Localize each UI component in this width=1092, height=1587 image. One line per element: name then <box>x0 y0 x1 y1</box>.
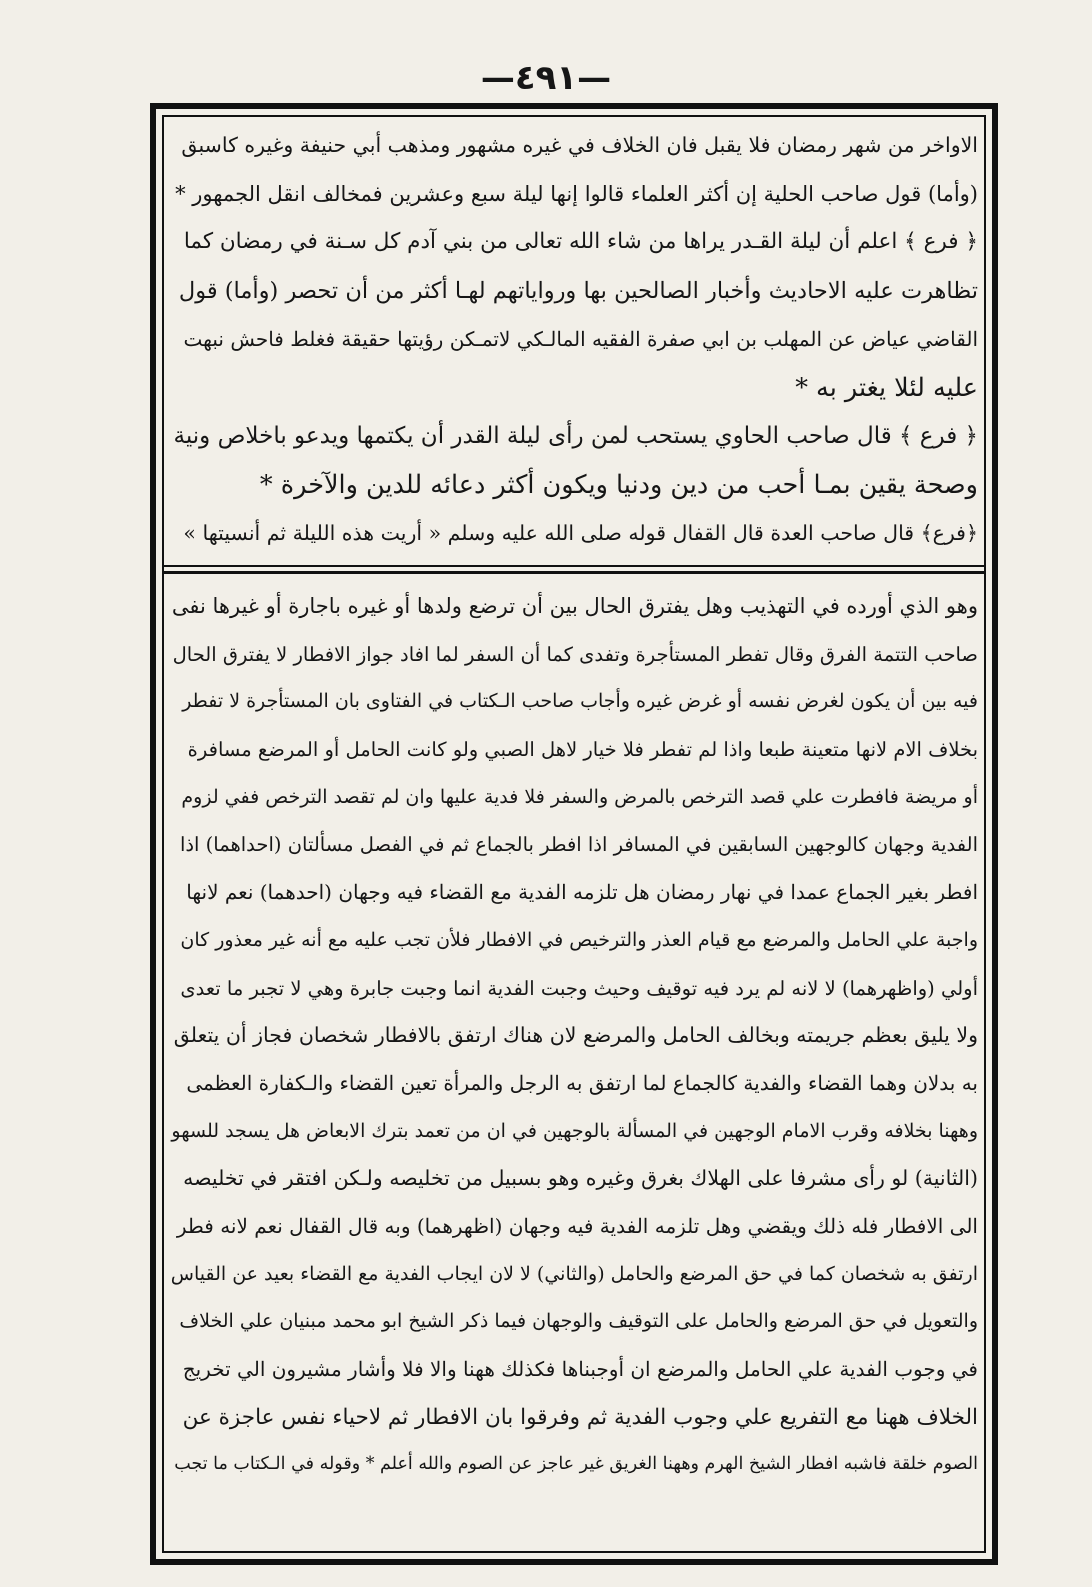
lower-text-line: أولي (واظهرهما) لا لانه لم يرد فيه توقيف وحيث وجبت الفدية انما وجبت جابرة وهي لا تجبر ما تعدى <box>180 976 978 1000</box>
upper-text-line: وصحة يقين بمـا أحب من دين ودنيا ويكون أكثر دعائه للدين والآخرة * <box>259 469 978 500</box>
lower-text-line: الفدية وجهان كالوجهين السابقين في المسافر اذا افطر بالجماع ثم في الفصل مسألتان (احداهما) اذا <box>179 833 978 857</box>
upper-text-block <box>170 121 978 557</box>
lower-text-line: أو مريضة فافطرت علي قصد الترخص بالمرض والسفر فلا فدية عليها وان لم تقصد الترخص ففي لزوم <box>181 785 978 808</box>
upper-text-line: ﴿فرع﴾ قال صاحب العدة قال القفال قوله صلى الله عليه وسلم « أريت هذه الليلة ثم أنسيتها » <box>183 521 978 545</box>
lower-text-line: والتعويل في حق المرضع والحامل على التوقيف والوجهان فيما ذكر الشيخ ابو محمد مبنيان علي الخلاف <box>179 1310 978 1333</box>
lower-text-line: الصوم خلقة فاشبه افطار الشيخ الهرم وههنا الغريق غير عاجز عن الصوم والله أعلم * وقوله في الـكتاب ما تجب <box>174 1454 978 1475</box>
upper-text-line: عليه لئلا يغتر به * <box>795 372 978 403</box>
lower-text-line: وههنا بخلافه وقرب الامام الوجهين في المسألة بالوجهين في ان من تعمد بترك الابعاض هل يسجد للسهو <box>171 1119 978 1142</box>
lower-text-line: فيه بين أن يكون لغرض نفسه أو غرض غيره وأجاب صاحب الـكتاب في الفتاوى بان المستأجرة لا تفطر <box>182 690 978 713</box>
upper-text-line: (وأما) قول صاحب الحلية إن أكثر العلماء قالوا إنها ليلة سبع وعشرين فمخالف انقل الجمهور * <box>175 181 978 206</box>
lower-text-line: به بدلان وهما القضاء والفدية كالجماع لما ارتفق به الرجل والمرأة تعين القضاء والـكفارة العظمى <box>186 1070 978 1095</box>
page-number: —٤٩١— <box>480 58 612 98</box>
lower-text-line: صاحب التتمة الفرق وقال تفطر المستأجرة وتفدى كما أن السفر لما افاد جواز الافطار لا يفترق الحال <box>172 642 978 666</box>
lower-text-line: في وجوب الفدية علي الحامل والمرضع ان أوجبناها فكذلك ههنا والا فلا وأشار مشيرون الي تخريج <box>182 1357 978 1381</box>
separator-line-thick <box>164 571 984 574</box>
separator-line <box>164 565 984 567</box>
upper-text-line: القاضي عياض عن المهلب بن ابي صفرة الفقيه المالـكي لاتمـكن رؤيتها حقيقة فغلط فاحش نبهت <box>183 327 978 351</box>
upper-text-line: ﴿ فرع ﴾ اعلم أن ليلة القـدر يراها من شاء الله تعالى من بني آدم كل سـنة في رمضان كما <box>183 229 978 254</box>
upper-text-line: الاواخر من شهر رمضان فلا يقبل فان الخلاف في غيره مشهور ومذهب أبي حنيفة وغيره كاسبق <box>181 133 978 157</box>
lower-text-line: ولا يليق بعظم جريمته وبخالف الحامل والمرضع لان هناك ارتفق بالافطار شخصان فجاز أن يتعلق <box>173 1023 978 1048</box>
page-frame <box>150 103 998 1565</box>
lower-text-line: الخلاف ههنا مع التفريع علي وجوب الفدية ثم وفرقوا بان الافطار ثم لاحياء نفس عاجزة عن <box>182 1404 978 1430</box>
lower-text-line: واجبة علي الحامل والمرضع مع قيام العذر والترخيص في الافطار فلأن تجب عليه مع أنه غير معذور كان <box>180 928 978 951</box>
lower-text-line: ارتفق به شخصان كما في حق المرضع والحامل (والثاني) لا لان ايجاب الفدية مع القضاء بعيد عن القياس <box>170 1262 978 1285</box>
upper-text-line: ﴿ فرع ﴾ قال صاحب الحاوي يستحب لمن رأى ليلة القدر أن يكتمها ويدعو باخلاص ونية <box>173 423 978 449</box>
lower-text-line: وهو الذي أورده في التهذيب وهل يفترق الحال بين أن ترضع ولدها أو غيره باجارة أو غيرها نفى <box>171 594 978 618</box>
lower-text-block <box>170 583 978 1551</box>
upper-text-line: تظاهرت عليه الاحاديث وأخبار الصالحين بها ورواياتهم لهـا أكثر من أن تحصر (وأما) قول <box>178 277 978 304</box>
lower-text-line: افطر بغير الجماع عمدا في نهار رمضان هل تلزمه الفدية مع القضاء فيه وجهان (احدهما) نعم لانها <box>186 880 978 905</box>
lower-text-line: (الثانية) لو رأى مشرفا على الهلاك بغرق وغيره وهو بسبيل من تخليصه ولـكن افتقر في تخليصه <box>183 1166 978 1191</box>
lower-text-line: بخلاف الام لانها متعينة طبعا واذا لم تفطر فلا خيار لاهل الصبي ولو كانت الحامل أو المرضع مسافرة <box>187 738 978 762</box>
lower-text-line: الى الافطار فله ذلك ويقضي وهل تلزمه الفدية فيه وجهان (اظهرهما) وبه قال القفال نعم لانه فطر <box>176 1213 978 1238</box>
